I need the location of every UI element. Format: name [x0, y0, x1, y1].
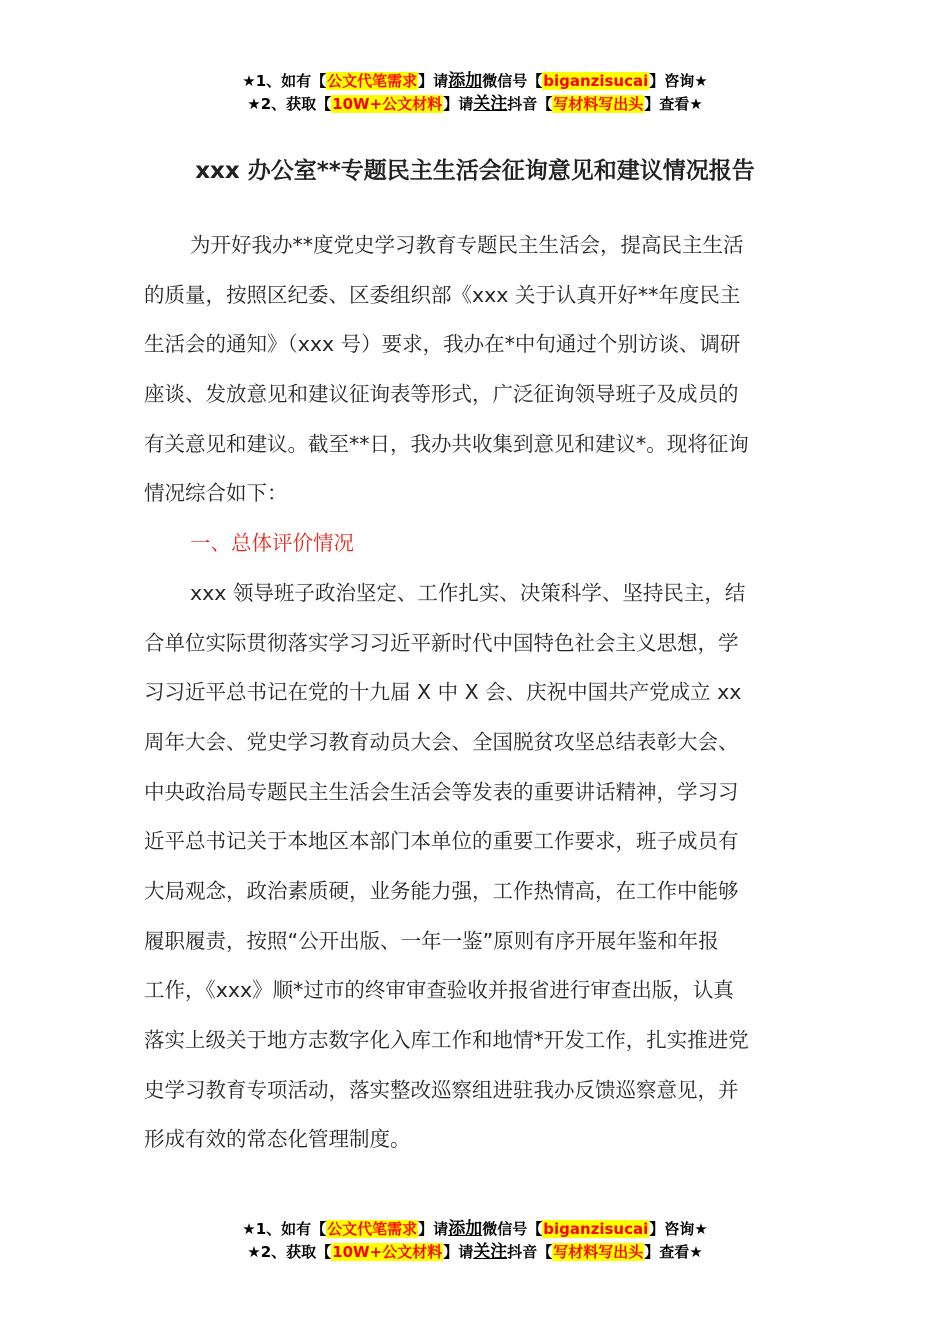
banner-text: 】请 — [443, 95, 474, 113]
text-line: 形成有效的常态化管理制度。 — [144, 1127, 411, 1152]
banner-emphasis: 添加 — [448, 71, 483, 91]
banner-line-1 — [0, 1218, 950, 1241]
text-line: 合单位实际贯彻落实学习习近平新时代中国特色社会主义思想，学 — [144, 630, 739, 655]
text-line: 履职履责，按照“公开出版、一年一鉴”原则有序开展年鉴和年报 — [144, 928, 719, 953]
text-line: 落实上级关于地方志数字化入库工作和地情*开发工作，扎实推进党 — [144, 1028, 749, 1052]
banner-text: ★2、获取【 — [247, 1243, 332, 1261]
text-line: 有关意见和建议。截至**日，我办共收集到意见和建议*。现将征询 — [144, 431, 749, 456]
banner-highlight: 公文代笔需求 — [327, 72, 418, 90]
text-line: 座谈、发放意见和建议征询表等形式，广泛征询领导班子及成员的 — [144, 382, 739, 407]
banner-emphasis: 关注 — [473, 94, 508, 114]
banner-text: 】请 — [443, 1243, 474, 1261]
banner-highlight: 公文代笔需求 — [327, 1220, 418, 1238]
text-line: 周年大会、党史学习教育动员大会、全国脱贫攻坚总结表彰大会、 — [144, 729, 739, 754]
text-line: 中央政治局专题民主生活会生活会等发表的重要讲话精神，学习习 — [144, 779, 739, 804]
text-line: 近平总书记关于本地区本部门本单位的重要工作要求，班子成员有 — [144, 829, 739, 854]
section-heading: 一、总体评价情况 — [190, 531, 354, 556]
text-line: 生活会的通知》（xxx 号）要求，我办在*中旬通过个别访谈、调研 — [144, 332, 741, 357]
banner-line-2 — [0, 93, 950, 116]
banner-highlight: biganzisucai — [543, 1220, 649, 1238]
text-line: 为开好我办**度党史学习教育专题民主生活会，提高民主生活 — [190, 233, 744, 257]
banner-text: 抖音【 — [507, 1243, 553, 1261]
banner-highlight: 写材料写出头 — [553, 1243, 644, 1261]
banner-text: ★1、如有【 — [242, 72, 327, 90]
text-line: xxx 领导班子政治坚定、工作扎实、决策科学、坚持民主，结 — [190, 580, 746, 605]
document-title: xxx 办公室**专题民主生活会征询意见和建议情况报告 — [195, 158, 755, 184]
text-line: 情况综合如下： — [144, 481, 288, 506]
banner-highlight: 写材料写出头 — [553, 95, 644, 113]
text-line: 大局观念，政治素质硬，业务能力强，工作热情高，在工作中能够 — [144, 878, 739, 903]
banner-text: 】请 — [418, 72, 449, 90]
intro-paragraph — [144, 221, 808, 1165]
banner-text: 抖音【 — [507, 95, 553, 113]
banner-line-1 — [0, 70, 950, 93]
text-line: 的质量，按照区纪委、区委组织部《xxx 关于认真开好**年度民主 — [144, 282, 741, 307]
banner-highlight: 10W+公文材料 — [332, 1243, 443, 1261]
banner-line-2 — [0, 1241, 950, 1264]
banner-text: 】查看★ — [644, 1243, 703, 1261]
banner-text: 】咨询★ — [649, 1220, 708, 1238]
header-banner — [0, 70, 950, 116]
text-line: 史学习教育专项活动，落实整改巡察组进驻我办反馈巡察意见，并 — [144, 1077, 739, 1102]
banner-text: ★2、获取【 — [247, 95, 332, 113]
banner-text: 】请 — [418, 1220, 449, 1238]
banner-text: 】咨询★ — [649, 72, 708, 90]
footer-banner — [0, 1218, 950, 1264]
banner-text: 微信号【 — [482, 72, 543, 90]
banner-text: 微信号【 — [482, 1220, 543, 1238]
text-line: 工作，《xxx》顺*过市的终审审查验收并报省进行审查出版，认真 — [144, 978, 734, 1003]
banner-emphasis: 添加 — [448, 1219, 483, 1239]
banner-text: ★1、如有【 — [242, 1220, 327, 1238]
banner-text: 】查看★ — [644, 95, 703, 113]
banner-emphasis: 关注 — [473, 1242, 508, 1262]
banner-highlight: 10W+公文材料 — [332, 95, 443, 113]
text-line: 习习近平总书记在党的十九届 X 中 X 会、庆祝中国共产党成立 xx — [144, 680, 742, 705]
banner-highlight: biganzisucai — [543, 72, 649, 90]
